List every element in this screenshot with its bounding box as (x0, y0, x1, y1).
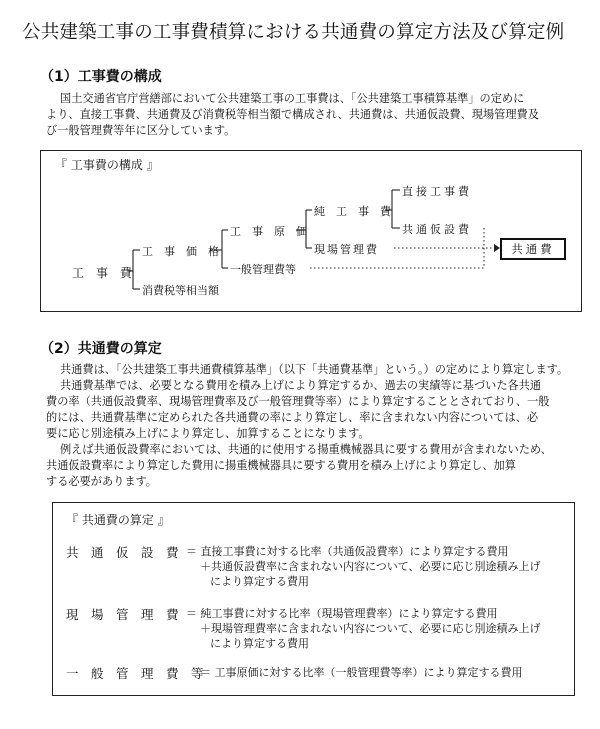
section2-para-line: 共通費基準では、必要となる費用を積み上げにより算定するか、過去の実績等に基づいた各共通 (60, 379, 542, 392)
calc-line: により算定する費用 (210, 575, 309, 588)
section1-para-line: び一般管理費等年に区分しています。 (46, 124, 236, 137)
calc-label-ippankanrihi: 一 般 管 理 費 等 (66, 666, 204, 681)
section2-para-line: 的には、共通費基準に定められた各共通費の率により算定し、率に含まれない内容については、必 (46, 411, 539, 424)
calc-line: ＝ 純工事費に対する比率（現場管理費率）により算定する費用 (186, 607, 498, 620)
section2-para-line: 要に応じ別途積み上げにより算定し、加算することになります。 (46, 427, 370, 440)
calc-line: ＋共通仮設費率に含まれない内容について、必要に応じ別途積み上げ (200, 560, 541, 573)
node-koujihi: 工 事 費 (72, 266, 133, 280)
calc-line: ＝ 直接工事費に対する比率（共通仮設費率）により算定する費用 (186, 545, 509, 558)
node-genbakanrihi: 現場管理費 (314, 243, 379, 256)
node-ippankanrihi: 一般管理費等 (230, 263, 296, 276)
node-junkoujihi: 純 工 事 費 (314, 205, 391, 218)
section2-para-line: 費の率（共通仮設費率、現場管理費率及び一般管理費等率）により算定することとされており、一般 (46, 395, 550, 408)
calc-box-title: 『 共通費の算定 』 (66, 513, 170, 527)
node-chokusetsukoujihi: 直接工事費 (402, 185, 472, 198)
calc-label-kyoutsukasetsuhi: 共 通 仮 設 費 (66, 545, 179, 560)
section1-para-line: より、直接工事費、共通費及び消費税等相当額で構成され、共通費は、共通仮設費、現場管理費及 (46, 108, 539, 121)
node-kyoutsukasetsuhi: 共通仮設費 (402, 223, 472, 236)
section1-para-line: 国土交通省官庁営繕部において公共建築工事の工事費は、「公共建築工事積算基準」の定めに (60, 92, 525, 105)
section2-para-line: 共通仮設費率により算定した費用に揚重機械器具に要する費用を積み上げにより算定し、加算 (46, 459, 516, 472)
section1-heading: （1）工事費の構成 (40, 69, 162, 85)
node-koujigenka: 工 事 原 価 (230, 225, 307, 238)
node-shouhizei: 消費税等相当額 (142, 284, 219, 297)
section2-para-line: 例えば共通仮設費率においては、共通的に使用する揚重機械器具に要する費用が含まれないため、 (60, 443, 552, 456)
calc-line: ＝ 工事原価に対する比率（一般管理費等率）により算定する費用 (200, 666, 523, 679)
node-koujikakaku: 工 事 価 格 (142, 245, 219, 258)
calc-line: により算定する費用 (210, 637, 309, 650)
section2-para-line: する必要があります。 (46, 475, 157, 488)
section2-heading: （2）共通費の算定 (40, 341, 162, 357)
calc-line: ＋現場管理費率に含まれない内容について、必要に応じ別途積み上げ (200, 622, 541, 635)
diagram-title: 『 工事費の構成 』 (55, 158, 159, 172)
calc-label-genbakanrihi: 現 場 管 理 費 (66, 607, 179, 622)
document-title: 公共建築工事の工事費積算における共通費の算定方法及び算定例 (22, 22, 565, 43)
section2-para-line: 共通費は、「公共建築工事共通費積算基準」（以下「共通費基準」という。）の定めにより算定します。 (60, 363, 569, 376)
node-kyoutsuhi: 共通費 (500, 238, 566, 260)
